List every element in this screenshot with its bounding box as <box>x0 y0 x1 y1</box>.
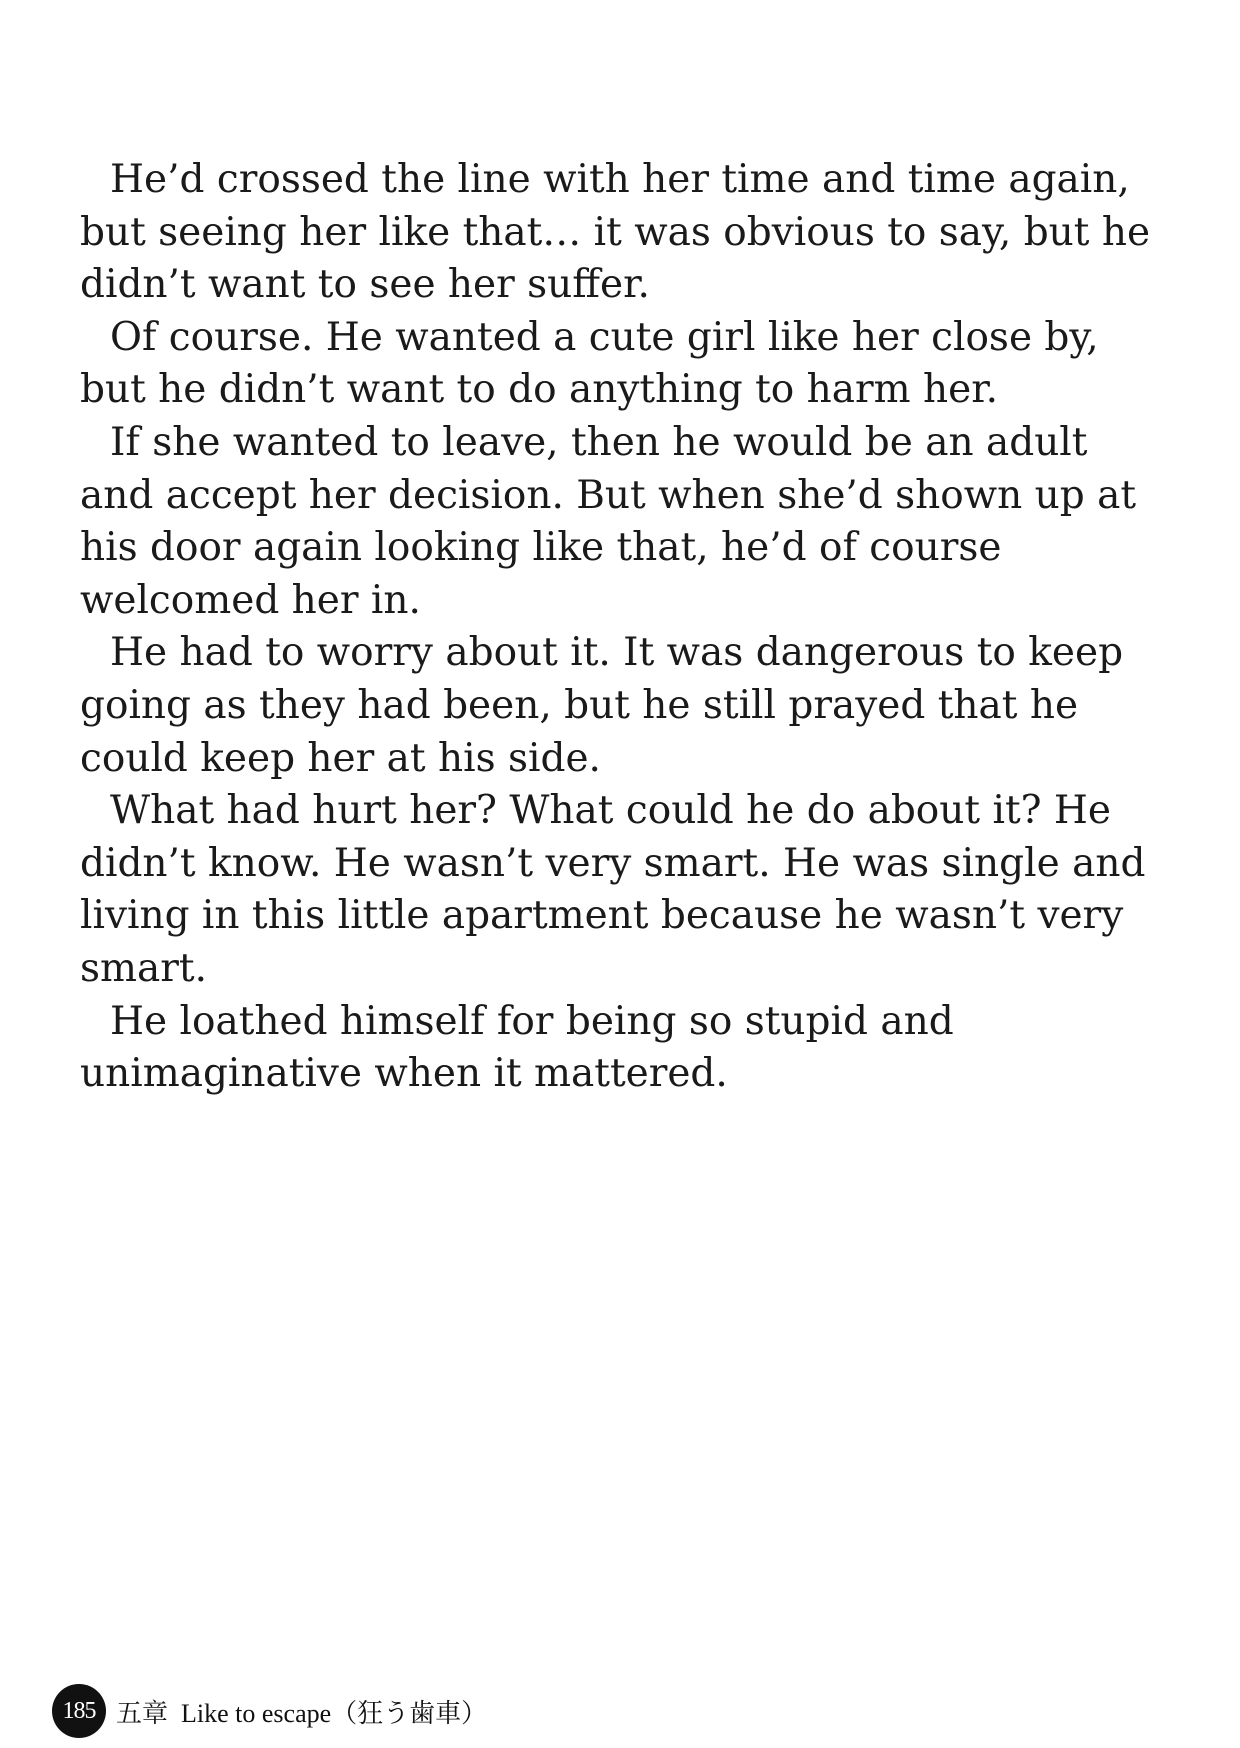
paragraph: What had hurt her? What could he do about it? He didn’t know. He wasn’t very smart. He was single and living in this little apartment because he wasn’t very smart. <box>80 788 1146 991</box>
paragraph: Of course. He wanted a cute girl like her close by, but he didn’t want to do anything to harm her. <box>80 314 1099 413</box>
chapter-title: 五章 Like to escape（狂う歯車） <box>116 1698 488 1728</box>
page-footer <box>52 1686 487 1736</box>
body-text <box>80 154 1170 1101</box>
paragraph: He loathed himself for being so stupid and unimaginative when it mattered. <box>80 998 954 1097</box>
paragraph: He’d crossed the line with her time and time again, but seeing her like that… it was obvious to say, but he didn’t want to see her suffer. <box>80 157 1151 308</box>
paragraph: He had to worry about it. It was dangerous to keep going as they had been, but he still prayed that he could keep her at his side. <box>80 630 1124 781</box>
paragraph: If she wanted to leave, then he would be an adult and accept her decision. But when she’d shown up at his door again looking like that, he’d of course welcomed her in. <box>80 419 1137 623</box>
page-number: 185 <box>52 1684 106 1738</box>
